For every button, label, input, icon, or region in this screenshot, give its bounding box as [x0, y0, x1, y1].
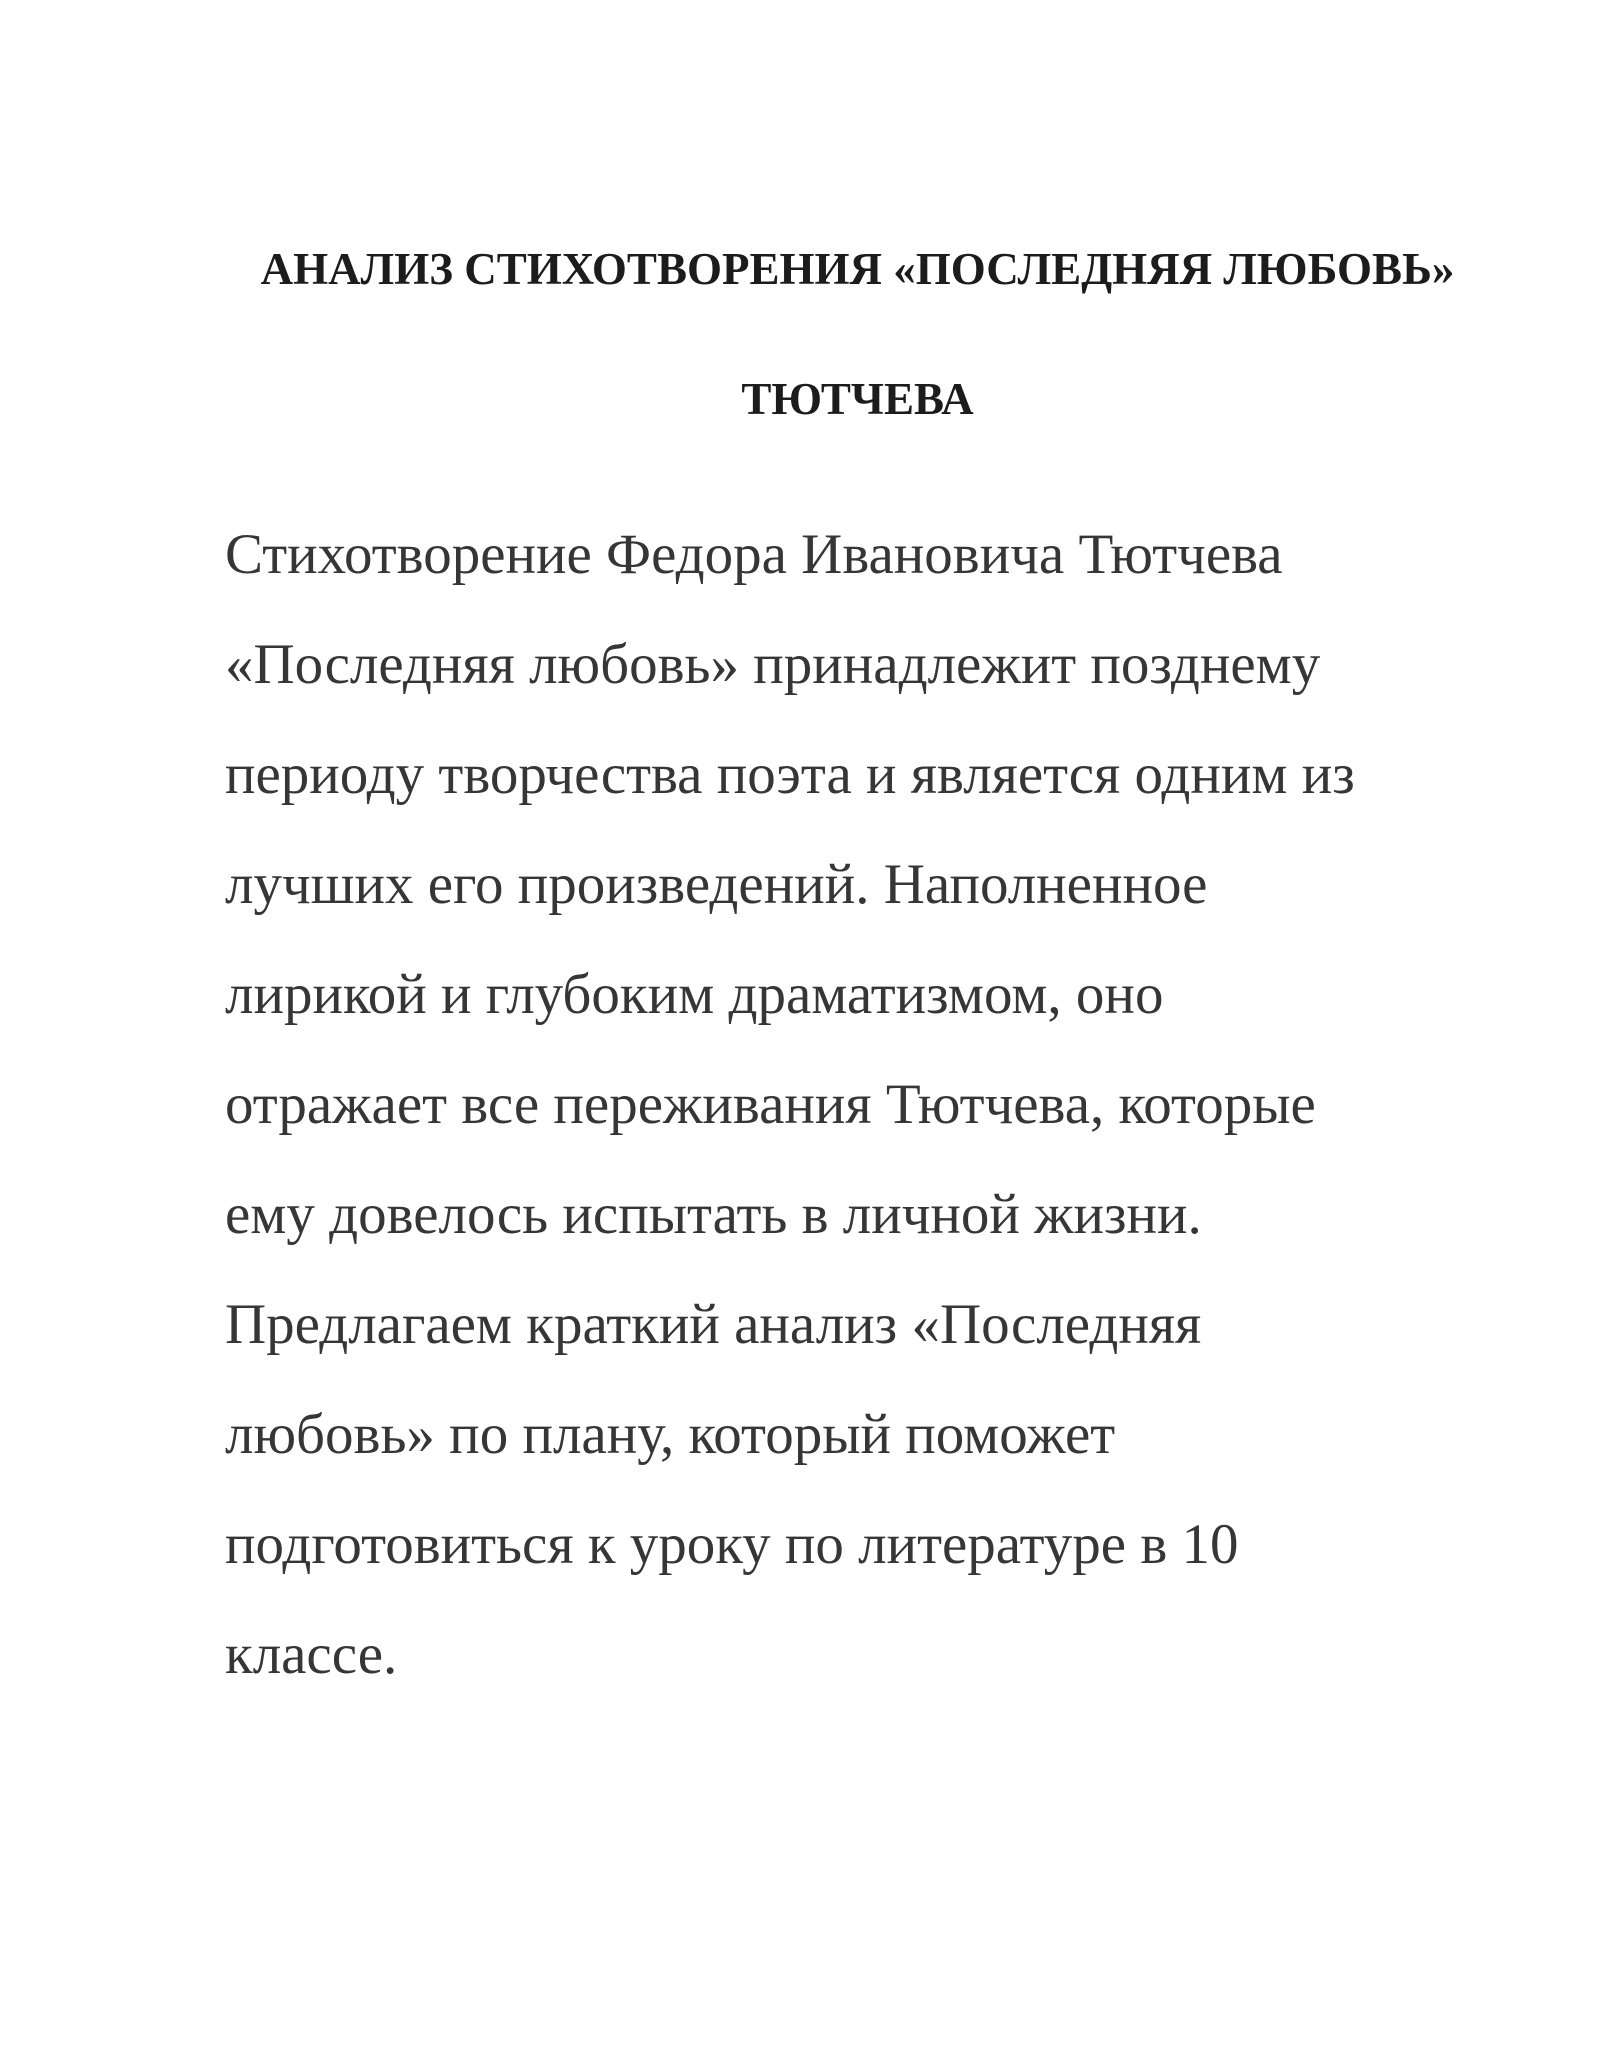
- text-line: «Последняя любовь» принадлежит позднему: [225, 633, 1321, 696]
- text-line: периоду творчества поэта и является одним из: [225, 743, 1355, 806]
- text-line: Предлагаем краткий анализ «Последняя: [225, 1293, 1202, 1356]
- paragraph: [225, 500, 1490, 1710]
- text-line: Стихотворение Федора Ивановича Тютчева: [225, 523, 1283, 586]
- document-page: [225, 204, 1490, 1710]
- text-line: классе.: [225, 1623, 398, 1686]
- text-line: подготовиться к уроку по литературе в 10: [225, 1513, 1239, 1576]
- text-line: отражает все переживания Тютчева, которые: [225, 1073, 1316, 1136]
- title-line: АНАЛИЗ СТИХОТВОРЕНИЯ «ПОСЛЕДНЯЯ ЛЮБОВЬ»: [260, 244, 1455, 294]
- article-title: [225, 204, 1490, 464]
- text-line: любовь» по плану, который поможет: [225, 1403, 1116, 1466]
- text-line: лучших его произведений. Наполненное: [225, 853, 1208, 916]
- text-line: ему довелось испытать в личной жизни.: [225, 1183, 1202, 1246]
- text-line: лирикой и глубоким драматизмом, оно: [225, 963, 1164, 1026]
- title-line: ТЮТЧЕВА: [741, 374, 974, 424]
